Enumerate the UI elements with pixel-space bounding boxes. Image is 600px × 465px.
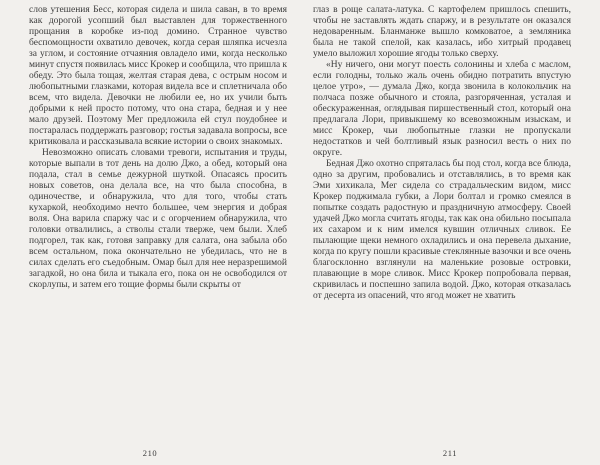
page-number-right: 211	[442, 448, 458, 458]
paragraph: Невозможно описать словами тревоги, испытания и труды, которые выпали в тот день на долю Джо, а обед, который она подала, стал в семье дежурной шуткой. Опасаясь просить новых советов, она делала все, на что была способна, в одиночестве, и обнаружила, что для того, чтобы стать кухаркой, необходимо нечто большее, чем энергия и добрая воля. Она варила спаржу час и с огорчением обнаружила, что головки отвалились, а стволы стали тверже, чем были. Хлеб подгорел, так как, готовя заправку для салата, она забыла обо всем остальном, пока окончательно не убедилась, что не в силах сделать его съедобным. Омар был для нее неразрешимой загадкой, но она била и тыкала его, пока он не освободился от скорлупы, и затем его тощие формы были скрыты от	[29, 148, 287, 290]
page-left-text	[29, 5, 287, 291]
page-right-text	[313, 5, 571, 302]
paragraph: Бедная Джо охотно спряталась бы под стол, когда все блюда, одно за другим, пробовались и отставлялись, в то время как Эми хихикала, Мег сидела со страдальческим видом, мисс Крокер поджимала губки, а Лори болтал и громко смеялся в попытке создать радостную и праздничную атмосферу. Своей удачей Джо могла считать ягоды, так как она обильно посыпала их сахаром и к ним имелся кувшин отличных сливок. Ее пылающие щеки немного охладились и она перевела дыхание, когда по кругу пошли красивые стеклянные вазочки и все очень благосклонно взглянули на маленькие розовые островки, плавающие в море сливок. Мисс Крокер попробовала первая, скривилась и поспешно запила водой. Джо, которая отказалась от десерта из опасений, что ягод может не хватить	[313, 159, 571, 301]
paragraph: глаз в роще салата-латука. С картофелем пришлось спешить, чтобы не заставлять ждать спаржу, и в результате он оказался недоваренным. Бланманже вышло комковатое, а земляника была не такой спелой, как казалась, ибо хитрый продавец умело выложил хорошие ягоды только сверху.	[313, 5, 571, 59]
page-right	[300, 0, 600, 465]
paragraph: слов утешения Бесс, которая сидела и шила саван, в то время как дорогой усопший был выставлен для торжественного прощания в коробке из-под домино. Странное чувство беспомощности охватило девочек, когда серая шляпка исчезла за углом, и состояние отчаяния овладело ими, когда несколько минут спустя появилась мисс Крокер и сообщила, что пришла к обеду. Это была тощая, желтая старая дева, с острым носом и любопытными глазками, которая видела все и сплетничала обо всем, что видела. Девочки не любили ее, но их учили быть добрыми к ней просто потому, что она стара, бедная и у нее мало друзей. Поэтому Мег предложила ей стул поудобнее и постаралась поддержать разговор; гостья задавала вопросы, все критиковала и рассказывала всякие истории о своих знакомых.	[29, 5, 287, 147]
page-number-left: 210	[142, 448, 158, 458]
paragraph: «Ну ничего, они могут поесть солонины и хлеба с маслом, если голодны, только жаль очень обидно потратить впустую целое утро», — думала Джо, когда звонила в колокольчик на полчаса позже обычного и стояла, разгоряченная, усталая и обескураженная, оглядывая пиршественный стол, который она предлагала Лори, привыкшему ко всевозможным изыскам, и мисс Крокер, чьи любопытные глазки не пропускали недостатков и чей болтливый язык разносил весть о них по округе.	[313, 60, 571, 158]
